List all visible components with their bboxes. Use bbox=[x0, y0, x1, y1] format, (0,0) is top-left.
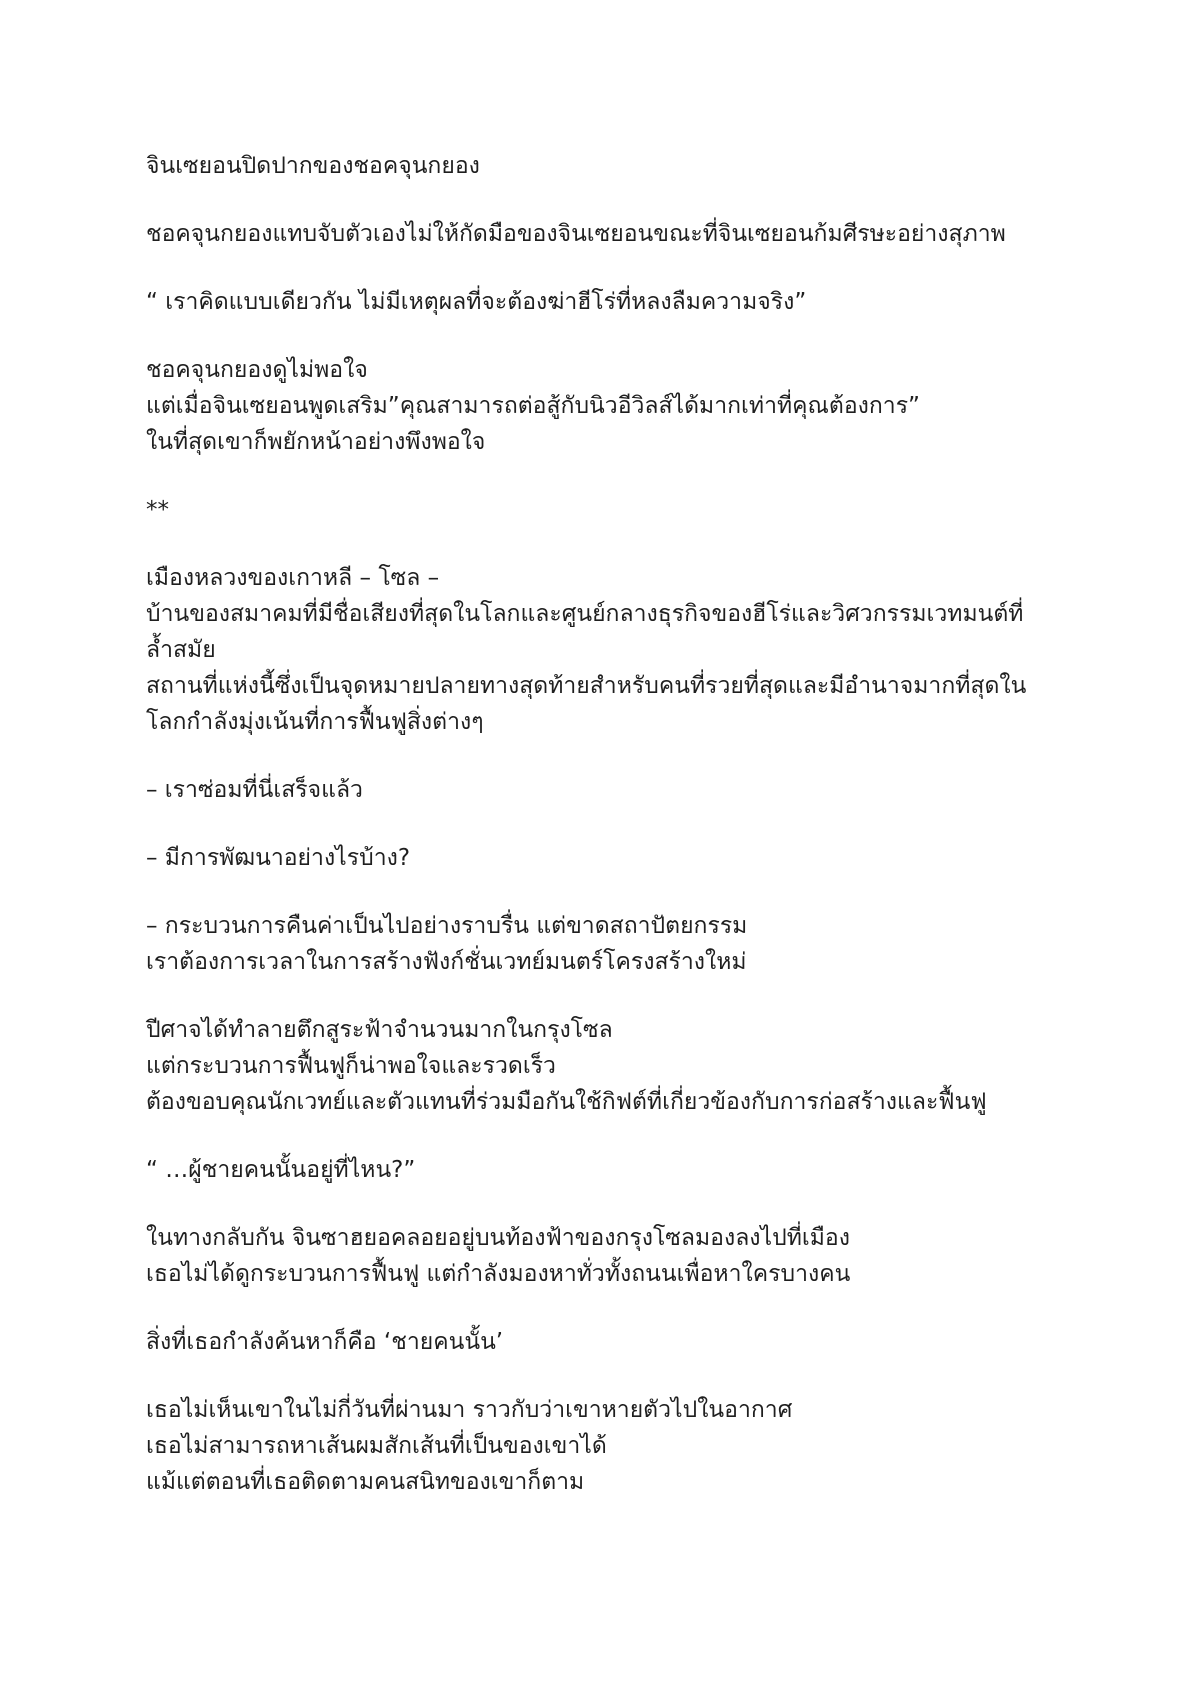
text-line: – กระบวนการคืนค่าเป็นไปอย่างราบรื่น แต่ขาดสถาปัตยกรรม bbox=[146, 913, 748, 939]
text-line: สถานที่แห่งนี้ซึ่งเป็นจุดหมายปลายทางสุดท้ายสำหรับคนที่รวยที่สุดและมีอำนาจมากที่สุดในโลกกำลังมุ่งเน้นที่การฟื้นฟูสิ่งต่างๆ bbox=[146, 673, 1027, 735]
text-line: แต่เมื่อจินเซยอนพูดเสริม”คุณสามารถต่อสู้กับนิวอีวิลส์ได้มากเท่าที่คุณต้องการ” bbox=[146, 393, 920, 419]
paragraph bbox=[146, 148, 1046, 184]
paragraph bbox=[146, 216, 1046, 252]
paragraph bbox=[146, 352, 1046, 460]
paragraph bbox=[146, 284, 1046, 320]
text-line: เธอไม่สามารถหาเส้นผมสักเส้นที่เป็นของเขาได้ bbox=[146, 1433, 607, 1459]
paragraph bbox=[146, 908, 1046, 980]
text-line: ในทางกลับกัน จินซาฮยอคลอยอยู่บนท้องฟ้าของกรุงโซลมองลงไปที่เมือง bbox=[146, 1225, 850, 1251]
text-line: ปีศาจได้ทำลายตึกสูระฟ้าจำนวนมากในกรุงโซล bbox=[146, 1017, 613, 1043]
text-line: ในที่สุดเขาก็พยักหน้าอย่างพึงพอใจ bbox=[146, 429, 486, 455]
text-line: บ้านของสมาคมที่มีชื่อเสียงที่สุดในโลกและศูนย์กลางธุรกิจของฮีโร่และวิศวกรรมเวทมนต์ที่ล้ำสมัย bbox=[146, 601, 1024, 663]
paragraph bbox=[146, 772, 1046, 808]
paragraph bbox=[146, 1220, 1046, 1292]
scene-break-marker: ** bbox=[146, 497, 169, 523]
text-line: – เราซ่อมที่นี่เสร็จแล้ว bbox=[146, 777, 363, 803]
paragraph bbox=[146, 1012, 1046, 1120]
text-line: จินเซยอนปิดปากของชอคจุนกยอง bbox=[146, 153, 480, 179]
text-line: “ เราคิดแบบเดียวกัน ไม่มีเหตุผลที่จะต้องฆ่าฮีโร่ที่หลงลืมความจริง” bbox=[146, 289, 807, 315]
text-line: เธอไม่ได้ดูกระบวนการฟื้นฟู แต่กำลังมองหาทั่วทั้งถนนเพื่อหาใครบางคน bbox=[146, 1261, 851, 1287]
paragraph bbox=[146, 1324, 1046, 1360]
paragraph bbox=[146, 560, 1046, 740]
text-line: เราต้องการเวลาในการสร้างฟังก์ชั่นเวทย์มนตร์โครงสร้างใหม่ bbox=[146, 949, 747, 975]
paragraph bbox=[146, 1392, 1046, 1500]
text-line: ชอคจุนกยองแทบจับตัวเองไม่ให้กัดมือของจินเซยอนขณะที่จินเซยอนก้มศีรษะอย่างสุภาพ bbox=[146, 221, 1006, 247]
text-line: ชอคจุนกยองดูไม่พอใจ bbox=[146, 357, 368, 383]
paragraph bbox=[146, 840, 1046, 876]
text-line: เมืองหลวงของเกาหลี – โซล – bbox=[146, 565, 440, 591]
paragraph bbox=[146, 1152, 1046, 1188]
text-line: “ …ผู้ชายคนนั้นอยู่ที่ไหน?” bbox=[146, 1157, 416, 1183]
text-line: เธอไม่เห็นเขาในไม่กี่วันที่ผ่านมา ราวกับว่าเขาหายตัวไปในอากาศ bbox=[146, 1397, 793, 1423]
text-line: แต่กระบวนการฟื้นฟูก็น่าพอใจและรวดเร็ว bbox=[146, 1053, 556, 1079]
text-line: สิ่งที่เธอกำลังค้นหาก็คือ ‘ชายคนนั้น’ bbox=[146, 1329, 504, 1355]
text-line: – มีการพัฒนาอย่างไรบ้าง? bbox=[146, 845, 411, 871]
text-line: ต้องขอบคุณนักเวทย์และตัวแทนที่ร่วมมือกันใช้กิฟต์ที่เกี่ยวข้องกับการก่อสร้างและฟื้นฟู bbox=[146, 1089, 987, 1115]
document-body bbox=[146, 148, 1046, 1532]
text-line: แม้แต่ตอนที่เธอติดตามคนสนิทของเขาก็ตาม bbox=[146, 1469, 585, 1495]
scene-break bbox=[146, 492, 1046, 528]
